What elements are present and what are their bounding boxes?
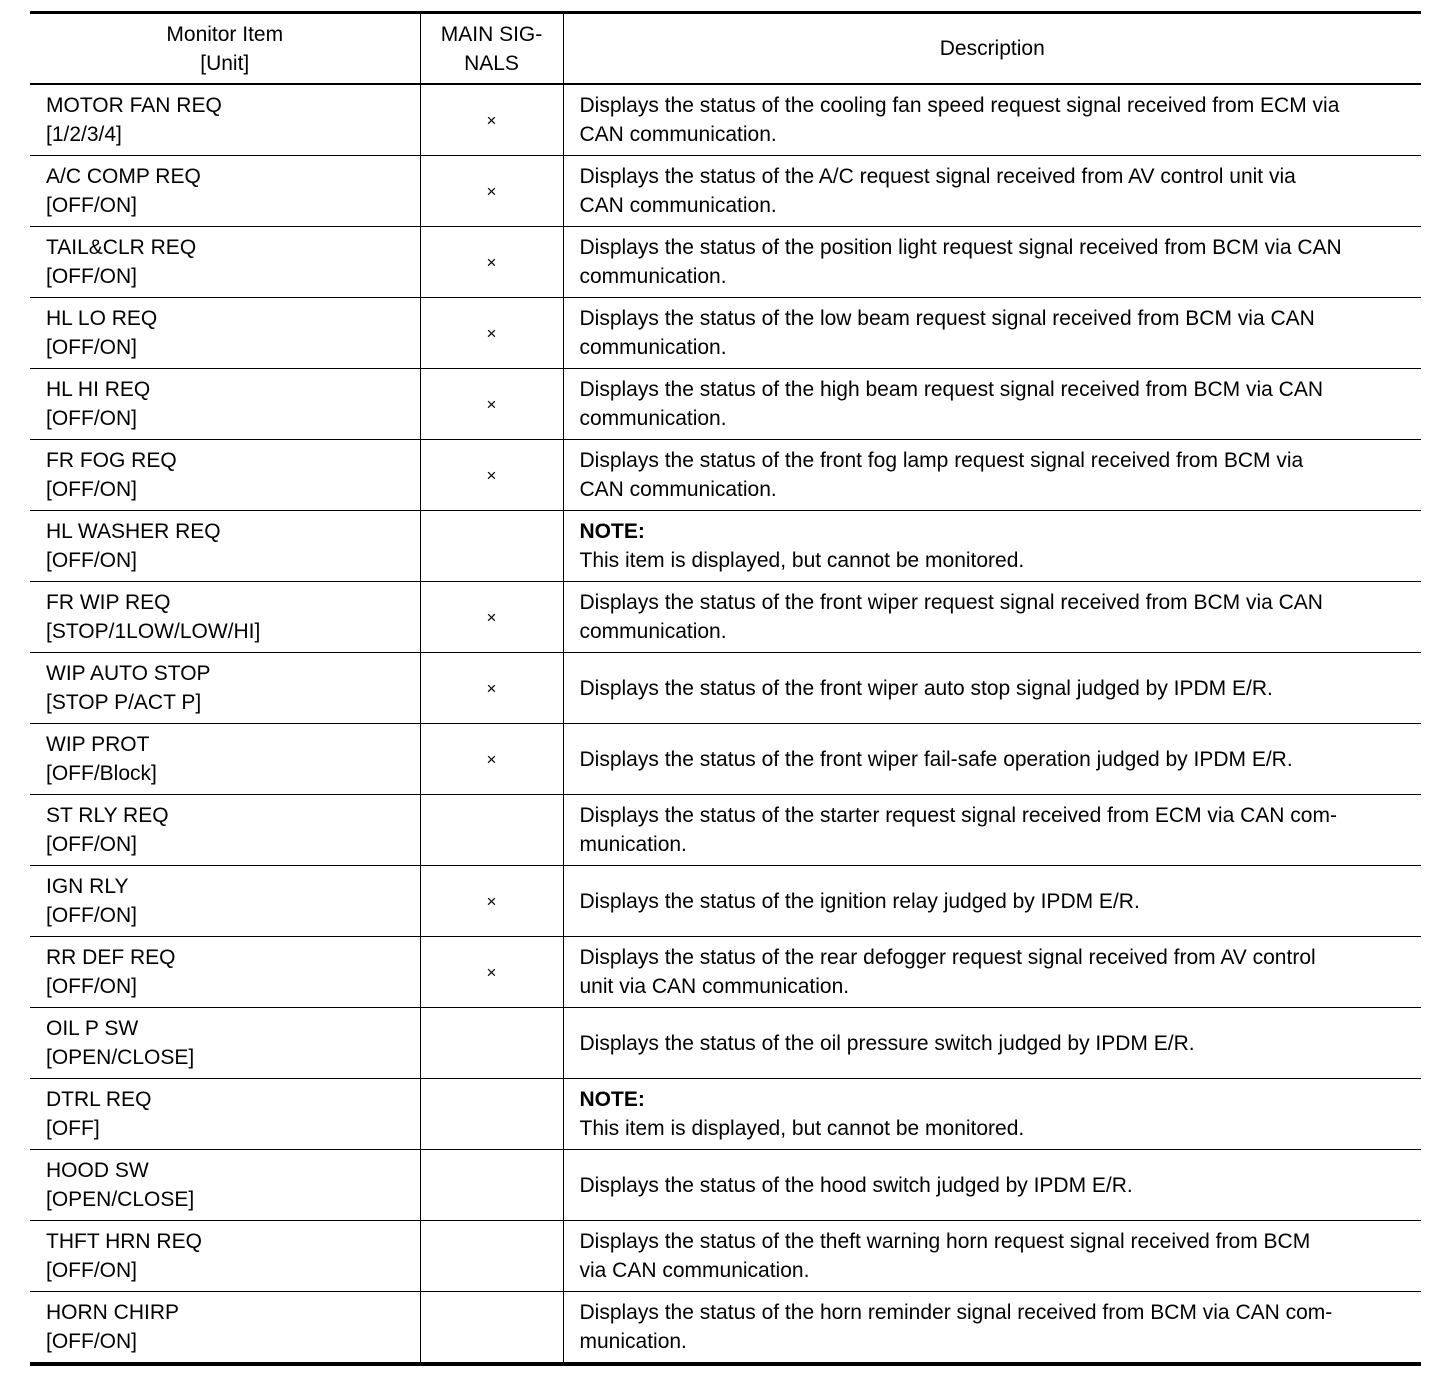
monitor-item-unit: [OFF/ON] (46, 549, 137, 572)
monitor-item-unit: [OFF/ON] (46, 265, 137, 288)
monitor-item-unit: [OPEN/CLOSE] (46, 1046, 195, 1069)
description-line1: Displays the status of the horn reminder signal received from BCM via CAN com- (579, 1301, 1333, 1324)
main-signal-cell (420, 440, 563, 511)
header-main-signals (420, 13, 563, 85)
description-line2: CAN communication. (579, 194, 777, 217)
table-row (30, 582, 1421, 653)
description-cell (563, 298, 1421, 369)
monitor-item-cell (30, 156, 420, 227)
main-signal-cell (420, 724, 563, 795)
monitor-item-name: FR WIP REQ (46, 591, 171, 614)
description-cell (563, 84, 1421, 156)
description-line1: Displays the status of the A/C request signal received from AV control unit via (579, 165, 1296, 188)
description-cell (563, 1150, 1421, 1221)
monitor-item-unit: [STOP P/ACT P] (46, 691, 202, 714)
main-signal-cell (420, 298, 563, 369)
monitor-item-unit: [OFF/ON] (46, 975, 137, 998)
main-signal-cell (420, 582, 563, 653)
monitor-item-name: FR FOG REQ (46, 449, 177, 472)
description-line2: unit via CAN communication. (579, 975, 850, 998)
monitor-item-name: HL HI REQ (46, 378, 151, 401)
main-signal-cell (420, 795, 563, 866)
main-signal-cell (420, 1292, 563, 1365)
monitor-item-table (30, 11, 1421, 1366)
monitor-item-cell (30, 653, 420, 724)
main-signal-mark: × (486, 607, 497, 627)
table-row (30, 298, 1421, 369)
header-monitor-item-line2: [Unit] (200, 51, 250, 75)
description-line1: Displays the status of the front wiper request signal received from BCM via CAN (579, 591, 1323, 614)
monitor-item-name: DTRL REQ (46, 1088, 152, 1111)
monitor-item-name: ST RLY REQ (46, 804, 169, 827)
monitor-item-cell (30, 1292, 420, 1365)
description-line1: Displays the status of the front wiper fail-safe operation judged by IPDM E/R. (579, 747, 1293, 771)
description-line1: Displays the status of the low beam request signal received from BCM via CAN (579, 307, 1315, 330)
header-monitor-item-line1: Monitor Item (166, 22, 284, 46)
main-signal-mark: × (486, 323, 497, 343)
description-line2: communication. (579, 265, 727, 288)
description-cell (563, 1221, 1421, 1292)
monitor-item-name: HOOD SW (46, 1159, 149, 1182)
monitor-item-unit: [OPEN/CLOSE] (46, 1188, 195, 1211)
monitor-item-unit: [STOP/1LOW/LOW/HI] (46, 620, 261, 643)
description-line2: via CAN communication. (579, 1259, 810, 1282)
table-row (30, 511, 1421, 582)
monitor-item-cell (30, 795, 420, 866)
monitor-item-cell (30, 937, 420, 1008)
monitor-item-unit: [OFF/ON] (46, 1259, 137, 1282)
monitor-item-name: OIL P SW (46, 1017, 139, 1040)
table-row (30, 1221, 1421, 1292)
monitor-item-cell (30, 298, 420, 369)
table-row (30, 369, 1421, 440)
main-signal-cell (420, 156, 563, 227)
description-cell (563, 866, 1421, 937)
monitor-item-unit: [OFF/ON] (46, 194, 137, 217)
table-row (30, 937, 1421, 1008)
description-line2: munication. (579, 1330, 687, 1353)
main-signal-mark: × (486, 252, 497, 272)
monitor-item-cell (30, 1150, 420, 1221)
description-line2: communication. (579, 407, 727, 430)
description-line1: This item is displayed, but cannot be monitored. (579, 1117, 1025, 1140)
table-row (30, 653, 1421, 724)
main-signal-cell (420, 653, 563, 724)
main-signal-mark: × (486, 110, 497, 130)
monitor-item-unit: [OFF/Block] (46, 762, 157, 785)
description-line2: communication. (579, 336, 727, 359)
monitor-item-name: WIP AUTO STOP (46, 662, 211, 685)
main-signal-mark: × (486, 891, 497, 911)
monitor-item-name: A/C COMP REQ (46, 165, 201, 188)
monitor-item-cell (30, 511, 420, 582)
table-row (30, 866, 1421, 937)
description-cell (563, 369, 1421, 440)
monitor-item-unit: [OFF/ON] (46, 407, 137, 430)
main-signal-cell (420, 1079, 563, 1150)
table-row (30, 227, 1421, 298)
monitor-item-name: WIP PROT (46, 733, 150, 756)
monitor-item-unit: [OFF/ON] (46, 904, 137, 927)
main-signal-cell (420, 511, 563, 582)
monitor-item-cell (30, 369, 420, 440)
main-signal-mark: × (486, 181, 497, 201)
description-cell (563, 937, 1421, 1008)
monitor-item-unit: [1/2/3/4] (46, 123, 122, 146)
description-line1: Displays the status of the hood switch judged by IPDM E/R. (579, 1173, 1133, 1197)
monitor-item-unit: [OFF/ON] (46, 336, 137, 359)
main-signal-cell (420, 1008, 563, 1079)
main-signal-cell (420, 369, 563, 440)
description-line2: communication. (579, 620, 727, 643)
monitor-item-cell (30, 724, 420, 795)
table-row (30, 440, 1421, 511)
description-cell (563, 582, 1421, 653)
monitor-item-name: RR DEF REQ (46, 946, 176, 969)
monitor-item-unit: [OFF/ON] (46, 478, 137, 501)
table-row (30, 724, 1421, 795)
table-row (30, 795, 1421, 866)
main-signal-cell (420, 1221, 563, 1292)
description-line1: Displays the status of the oil pressure switch judged by IPDM E/R. (579, 1031, 1195, 1055)
main-signal-cell (420, 227, 563, 298)
description-line2: CAN communication. (579, 478, 777, 501)
main-signal-cell (420, 84, 563, 156)
description-line1: Displays the status of the theft warning horn request signal received from BCM (579, 1230, 1311, 1253)
description-line2: munication. (579, 833, 687, 856)
description-cell (563, 156, 1421, 227)
description-cell (563, 724, 1421, 795)
table-row (30, 1150, 1421, 1221)
monitor-item-cell (30, 227, 420, 298)
description-cell (563, 1008, 1421, 1079)
monitor-item-name: HL WASHER REQ (46, 520, 221, 543)
monitor-item-name: IGN RLY (46, 875, 129, 898)
description-line1: Displays the status of the rear defogger request signal received from AV control (579, 946, 1316, 969)
monitor-item-cell (30, 440, 420, 511)
description-cell (563, 1079, 1421, 1150)
table-row (30, 1008, 1421, 1079)
header-main-signals-line2: NALS (464, 51, 519, 75)
description-cell (563, 1292, 1421, 1365)
main-signal-mark: × (486, 962, 497, 982)
table-header-row (30, 13, 1421, 85)
monitor-item-cell (30, 1221, 420, 1292)
main-signal-mark: × (486, 749, 497, 769)
monitor-item-unit: [OFF/ON] (46, 833, 137, 856)
main-signal-cell (420, 1150, 563, 1221)
header-description-text: Description (939, 37, 1045, 60)
monitor-item-name: MOTOR FAN REQ (46, 94, 222, 117)
main-signal-mark: × (486, 394, 497, 414)
header-description (563, 13, 1421, 85)
monitor-item-unit: [OFF] (46, 1117, 100, 1140)
monitor-item-name: HORN CHIRP (46, 1301, 180, 1324)
description-line1: Displays the status of the position light request signal received from BCM via CAN (579, 236, 1342, 259)
description-line1: Displays the status of the front wiper auto stop signal judged by IPDM E/R. (579, 676, 1273, 700)
main-signal-mark: × (486, 678, 497, 698)
description-line1: This item is displayed, but cannot be monitored. (579, 549, 1025, 572)
description-line1: Displays the status of the front fog lamp request signal received from BCM via (579, 449, 1304, 472)
monitor-item-name: HL LO REQ (46, 307, 158, 330)
monitor-item-cell (30, 1008, 420, 1079)
main-signal-cell (420, 937, 563, 1008)
description-cell (563, 795, 1421, 866)
table-row (30, 156, 1421, 227)
table-row (30, 84, 1421, 156)
main-signal-mark: × (486, 465, 497, 485)
description-line2: CAN communication. (579, 123, 777, 146)
description-line1: Displays the status of the starter request signal received from ECM via CAN com- (579, 804, 1337, 827)
description-cell (563, 440, 1421, 511)
note-label: NOTE: (579, 1088, 645, 1111)
description-line1: Displays the status of the cooling fan speed request signal received from ECM via (579, 94, 1340, 117)
note-label: NOTE: (579, 520, 645, 543)
description-cell (563, 653, 1421, 724)
monitor-item-cell (30, 1079, 420, 1150)
table-row (30, 1292, 1421, 1365)
table-row (30, 1079, 1421, 1150)
header-main-signals-line1: MAIN SIG- (440, 22, 543, 46)
description-line1: Displays the status of the high beam request signal received from BCM via CAN (579, 378, 1324, 401)
description-cell (563, 227, 1421, 298)
monitor-item-cell (30, 866, 420, 937)
main-signal-cell (420, 866, 563, 937)
description-line1: Displays the status of the ignition relay judged by IPDM E/R. (579, 889, 1140, 913)
description-cell (563, 511, 1421, 582)
header-monitor-item (30, 13, 420, 85)
monitor-item-cell (30, 582, 420, 653)
monitor-item-name: TAIL&CLR REQ (46, 236, 197, 259)
monitor-item-unit: [OFF/ON] (46, 1330, 137, 1353)
monitor-item-cell (30, 84, 420, 156)
monitor-item-name: THFT HRN REQ (46, 1230, 202, 1253)
